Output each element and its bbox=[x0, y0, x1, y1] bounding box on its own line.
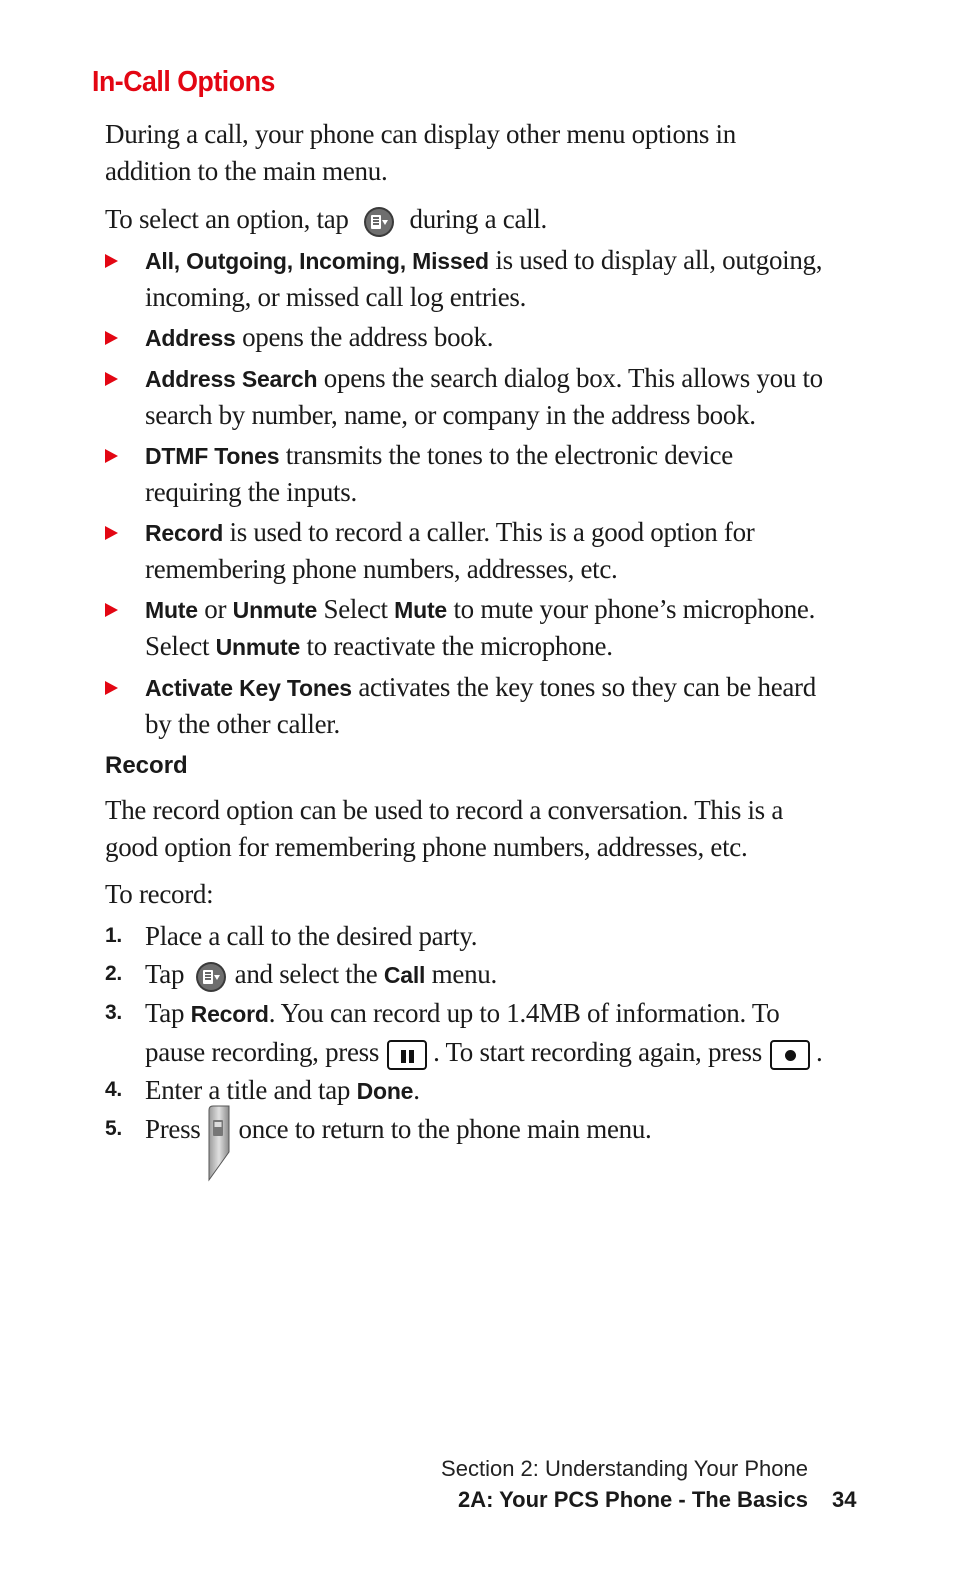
list-item bbox=[105, 669, 825, 742]
footer-section: Section 2: Understanding Your Phone bbox=[441, 1456, 808, 1481]
page-number: 34 bbox=[832, 1487, 857, 1512]
step-term: Done bbox=[356, 1078, 414, 1104]
list-item bbox=[105, 514, 825, 587]
select-prefix: To select an option, tap bbox=[105, 204, 349, 234]
step-text: Enter a title and tap bbox=[145, 1075, 357, 1105]
bullet-arrow-icon bbox=[105, 331, 118, 345]
option-term: All, Outgoing, Incoming, Missed bbox=[145, 248, 489, 274]
option-term: Mute bbox=[145, 597, 198, 623]
list-item bbox=[105, 437, 825, 510]
option-desc: to reactivate the microphone. bbox=[300, 631, 613, 661]
bullet-arrow-icon bbox=[105, 254, 118, 268]
option-term: Address Search bbox=[145, 366, 318, 392]
steps-list bbox=[105, 917, 825, 1182]
option-term: Unmute bbox=[215, 634, 301, 660]
step-text: . bbox=[413, 1075, 420, 1105]
step-text: Tap bbox=[145, 959, 185, 989]
option-desc: opens the address book. bbox=[235, 322, 494, 352]
select-instruction bbox=[105, 201, 825, 238]
option-desc: is used to display all, outgoing, incoming, or missed call log entries. bbox=[145, 245, 823, 312]
list-item bbox=[105, 955, 825, 994]
bullet-arrow-icon bbox=[105, 449, 118, 463]
record-heading: Record bbox=[105, 752, 188, 779]
menu-options-icon bbox=[195, 961, 227, 993]
step-text: . You can record up to 1.4MB of information. To pause recording, press bbox=[145, 998, 780, 1067]
step-text: Place a call to the desired party. bbox=[145, 921, 478, 951]
option-term: DTMF Tones bbox=[145, 443, 280, 469]
page-title: In-Call Options bbox=[92, 66, 275, 98]
step-text: Tap bbox=[145, 998, 191, 1028]
list-item bbox=[105, 360, 825, 433]
option-desc: activates the key tones so they can be heard by the other caller. bbox=[145, 672, 816, 739]
step-text: Press bbox=[145, 1114, 201, 1144]
bullet-arrow-icon bbox=[105, 603, 118, 617]
step-text: . bbox=[815, 1037, 823, 1067]
list-item bbox=[105, 917, 825, 955]
to-record-label: To record: bbox=[105, 879, 214, 909]
footer-chapter: 2A: Your PCS Phone - The Basics bbox=[457, 1487, 808, 1512]
option-term: Unmute bbox=[232, 597, 318, 623]
step-text: menu. bbox=[425, 959, 497, 989]
option-desc: transmits the tones to the electronic device requiring the inputs. bbox=[145, 440, 733, 507]
step-number: 4. bbox=[105, 1078, 122, 1101]
step-term: Call bbox=[383, 962, 426, 988]
option-desc: is used to record a caller. This is a good option for remembering phone numbers, addresses, etc. bbox=[145, 517, 755, 584]
step-number: 5. bbox=[105, 1117, 122, 1140]
option-term: Record bbox=[145, 520, 224, 546]
intro-paragraph: During a call, your phone can display other menu options in addition to the main menu. bbox=[105, 119, 736, 186]
step-number: 3. bbox=[105, 1001, 122, 1024]
end-key-icon bbox=[207, 1104, 231, 1182]
option-desc: opens the search dialog box. This allows you to search by number, name, or company in the address book. bbox=[145, 363, 823, 430]
option-desc: Select bbox=[317, 594, 395, 624]
menu-options-icon bbox=[363, 206, 395, 238]
step-text: . To start recording again, press bbox=[433, 1037, 762, 1067]
list-item bbox=[105, 242, 825, 315]
step-number: 2. bbox=[105, 962, 122, 985]
option-term: Address bbox=[145, 325, 236, 351]
record-intro: The record option can be used to record a conversation. This is a good option for remembering phone numbers, addresses, etc. bbox=[105, 795, 784, 862]
list-item bbox=[105, 591, 825, 665]
bullet-arrow-icon bbox=[105, 526, 118, 540]
pause-key-icon bbox=[387, 1040, 427, 1070]
select-suffix: during a call. bbox=[409, 204, 547, 234]
bullet-arrow-icon bbox=[105, 681, 118, 695]
list-item bbox=[105, 319, 825, 356]
options-list bbox=[105, 242, 825, 746]
list-item bbox=[105, 1110, 825, 1182]
option-term: Activate Key Tones bbox=[145, 675, 352, 701]
option-term: Mute bbox=[394, 597, 448, 623]
option-desc: or bbox=[197, 594, 233, 624]
step-text: once to return to the phone main menu. bbox=[238, 1114, 652, 1144]
record-key-icon bbox=[770, 1040, 810, 1070]
bullet-arrow-icon bbox=[105, 372, 118, 386]
step-text: and select the bbox=[234, 959, 384, 989]
step-number: 1. bbox=[105, 924, 122, 947]
option-desc: to mute your phone’s microphone. Select bbox=[145, 594, 816, 661]
step-term: Record bbox=[190, 1001, 269, 1027]
list-item bbox=[105, 994, 825, 1071]
